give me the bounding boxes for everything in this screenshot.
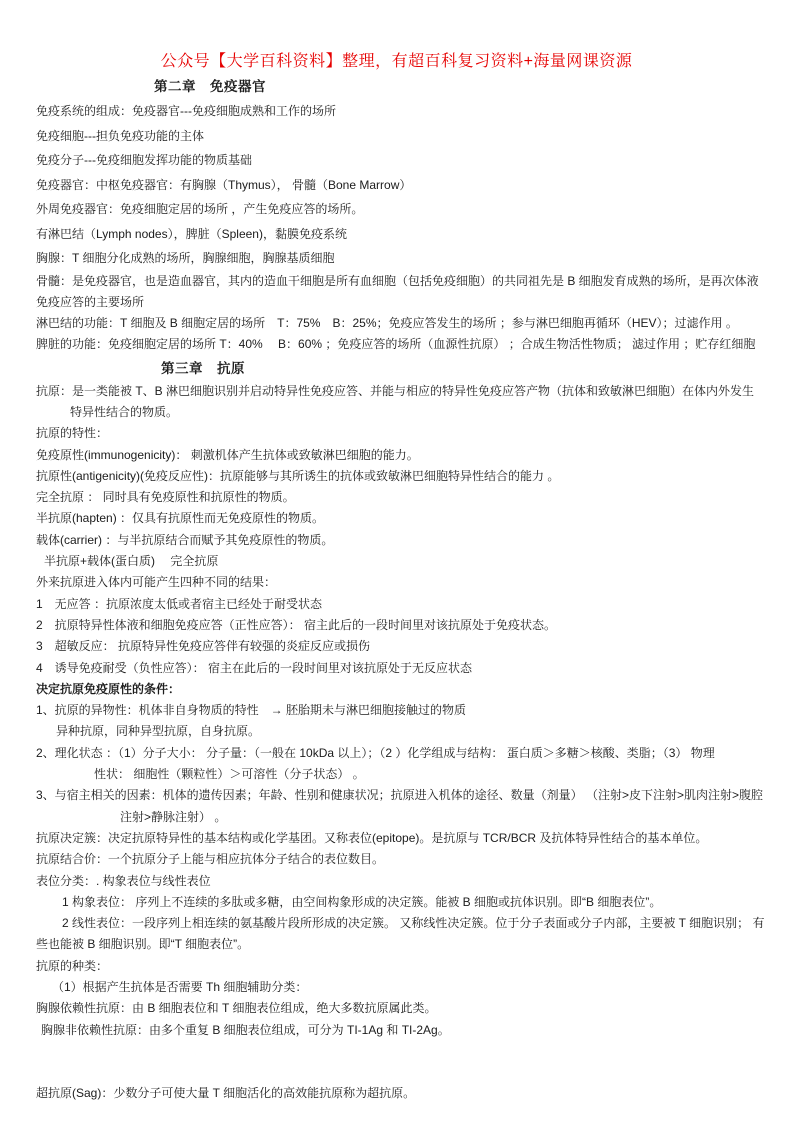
doc-line: 超抗原(Sag)：少数分子可使大量 T 细胞活化的高效能抗原称为超抗原。 — [36, 1086, 416, 1101]
doc-line: 异种抗原，同种异型抗原，自身抗原。 — [56, 724, 261, 739]
doc-line: 决定抗原免疫原性的条件： — [36, 681, 181, 696]
doc-line: 免疫器官：中枢免疫器官：有胸腺（Thymus）， 骨髓（Bone Marrow） — [36, 177, 412, 192]
doc-line: 骨髓：是免疫器官，也是造血器官，其内的造血干细胞是所有血细胞（包括免疫细胞）的共同祖先是 B 细胞发育成熟的场所，是再次体液 — [36, 273, 759, 288]
doc-line: 2 线性表位：一段序列上相连续的氨基酸片段所形成的决定簇。 又称线性决定簇。位于分子表面或分子内部，主要被 T 细胞识别； 有 — [62, 916, 765, 931]
doc-line: 3 超敏反应： 抗原特异性免疫应答伴有较强的炎症反应或损伤 — [36, 639, 371, 654]
chapter-heading: 第二章 免疫器官 — [154, 79, 266, 94]
doc-line — [36, 1062, 757, 1083]
doc-line: 半抗原(hapten) ：仅具有抗原性而无免疫原性的物质。 — [36, 511, 325, 526]
doc-line: 抗原性(antigenicity)(免疫反应性)：抗原能够与其所诱生的抗体或致敏淋巴细胞特异性结合的能力 。 — [36, 468, 560, 483]
doc-line: 特异性结合的物质。 — [70, 404, 179, 419]
document-body — [36, 74, 765, 1105]
doc-line: 半抗原+载体(蛋白质) 完全抗原 — [44, 554, 219, 569]
doc-line: 3、与宿主相关的因素：机体的遗传因素；年龄、性别和健康状况；抗原进入机体的途径、数量（剂量） （注射>皮下注射>肌肉注射>腹腔 — [36, 788, 764, 803]
doc-line: 胸腺依赖性抗原：由 B 细胞表位和 T 细胞表位组成，绝大多数抗原属此类。 — [36, 1001, 437, 1016]
doc-line: 2 抗原特异性体液和细胞免疫应答（正性应答）： 宿主此后的一段时间里对该抗原处于免疫状态。 — [36, 617, 557, 632]
doc-line: 免疫原性(immunogenicity)： 刺激机体产生抗体或致敏淋巴细胞的能力。 — [36, 447, 419, 462]
doc-line: 免疫分子---免疫细胞发挥功能的物质基础 — [36, 153, 252, 167]
doc-line: 胸腺非依赖性抗原：由多个重复 B 细胞表位组成，可分为 TI-1Ag 和 TI-2Ag。 — [41, 1022, 450, 1037]
doc-line: 1、抗原的异物性：机体非自身物质的特性 → 胚胎期未与淋巴细胞接触过的物质 — [36, 703, 467, 718]
doc-line — [36, 1041, 757, 1062]
doc-line: 4 诱导免疫耐受（负性应答）： 宿主在此后的一段时间里对该抗原处于无反应状态 — [36, 660, 473, 675]
doc-line: 完全抗原 ： 同时具有免疫原性和抗原性的物质。 — [36, 490, 295, 505]
doc-line: 抗原结合价：一个抗原分子上能与相应抗体分子结合的表位数目。 — [36, 852, 385, 867]
doc-line: 抗原的特性： — [36, 426, 109, 441]
doc-line: 抗原的种类： — [36, 958, 109, 973]
doc-line: 免疫系统的组成：免疫器官---免疫细胞成熟和工作的场所 — [36, 104, 336, 118]
doc-line: 些也能被 B 细胞识别。即“T 细胞表位”。 — [36, 937, 250, 952]
doc-line: 免疫细胞---担负免疫功能的主体 — [36, 128, 204, 143]
doc-line: 1 构象表位： 序列上不连续的多肽或多糖，由空间构象形成的决定簇。能被 B 细胞或抗体识别。即“B 细胞表位”。 — [62, 894, 662, 909]
doc-line: 注射>静脉注射） 。 — [120, 809, 227, 824]
doc-line: 脾脏的功能：免疫细胞定居的场所 T：40% B：60% ；免疫应答的场所（血源性抗原） ；合成生物活性物质； 滤过作用 ；贮存红细胞 — [36, 337, 756, 352]
doc-line: 抗原决定簇：决定抗原特异性的基本结构或化学基团。又称表位(epitope)。是抗原与 TCR/BCR 及抗体特异性结合的基本单位。 — [36, 830, 708, 845]
doc-line: 胸腺：T 细胞分化成熟的场所，胸腺细胞，胸腺基质细胞 — [36, 251, 335, 265]
chapter-heading: 第三章 抗原 — [161, 360, 245, 376]
doc-line: 抗原：是一类能被 T、B 淋巴细胞识别并启动特异性免疫应答、并能与相应的特异性免疫应答产物（抗体和致敏淋巴细胞）在体内外发生 — [36, 383, 755, 398]
doc-line: （1）根据产生抗体是否需要 Th 细胞辅助分类： — [52, 980, 308, 994]
page-title: 公众号【大学百科资料】整理，有超百科复习资料+海量网课资源 — [160, 53, 633, 70]
doc-line: 2、理化状态 ：（1）分子大小： 分子量：（一般在 10kDa 以上）；（2 ）化学组成与结构： 蛋白质＞多糖＞核酸、类脂；（3） 物理 — [36, 745, 715, 760]
doc-line: 有淋巴结（Lymph nodes），脾脏（Spleen)，黏膜免疫系统 — [36, 226, 347, 241]
doc-line: 性状： 细胞性（颗粒性）＞可溶性（分子状态） 。 — [94, 767, 365, 782]
doc-line: 淋巴结的功能：T 细胞及 B 细胞定居的场所 T：75% B：25%；免疫应答发生的场所 ；参与淋巴细胞再循环（HEV）；过滤作用 。 — [36, 316, 738, 331]
doc-line: 免疫应答的主要场所 — [36, 294, 145, 309]
doc-line: 外周免疫器官：免疫细胞定居的场所 ，产生免疫应答的场所。 — [36, 202, 364, 216]
doc-line: 外来抗原进入体内可能产生四种不同的结果： — [36, 575, 277, 590]
doc-line: 1 无应答 ：抗原浓度太低或者宿主已经处于耐受状态 — [36, 596, 323, 611]
doc-line: 载体(carrier) ：与半抗原结合而赋予其免疫原性的物质。 — [36, 532, 334, 547]
doc-line: 表位分类：. 构象表位与线性表位 — [36, 873, 211, 888]
